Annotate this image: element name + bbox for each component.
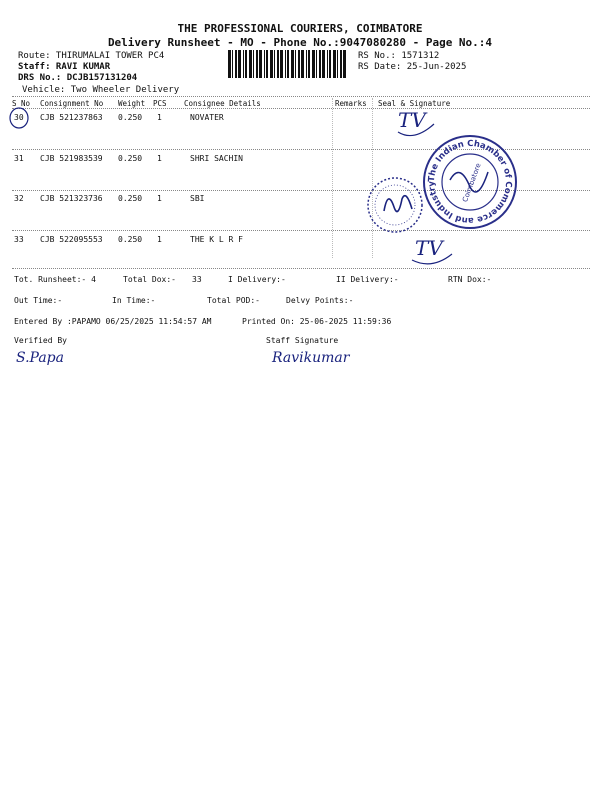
round-seal-icon: [362, 175, 428, 235]
drs-number: DRS No.: DCJB157131204: [18, 73, 138, 83]
row-consignment: CJB 522095553: [40, 235, 103, 244]
delvy-points-label: Delvy Points:-: [286, 296, 354, 305]
col-header-consignment: Consignment No: [40, 99, 104, 108]
barcode-icon: [228, 50, 350, 78]
row-consignee: SBI: [190, 194, 205, 203]
row-consignment: CJB 521237863: [40, 113, 103, 122]
circle-mark-icon: [8, 106, 30, 130]
col-header-consignee: Consignee Details: [184, 99, 261, 108]
row-weight: 0.250: [118, 113, 143, 122]
row-consignee: THE K L R F: [190, 235, 243, 244]
chamber-stamp-icon: [420, 132, 520, 232]
row-weight: 0.250: [118, 154, 143, 163]
col-header-remarks: Remarks: [335, 99, 367, 108]
total-pod-label: Total POD:-: [207, 296, 260, 305]
row-consignee: NOVATER: [190, 113, 224, 122]
totals-divider: [12, 268, 590, 269]
ii-delivery-label: II Delivery:-: [336, 275, 399, 284]
remarks-column-divider: [332, 98, 333, 258]
row-consignment: CJB 521983539: [40, 154, 103, 163]
entered-by: Entered By :PAPAMO 06/25/2025 11:54:57 AM: [14, 317, 212, 326]
staff-label: Staff: RAVI KUMAR: [18, 62, 111, 72]
row-consignee: SHRI SACHIN: [190, 154, 243, 163]
row-sno: 30: [14, 113, 24, 122]
header-bottom-divider: [12, 108, 590, 109]
verified-by-label: Verified By: [14, 336, 67, 345]
row-sno: 32: [14, 194, 24, 203]
row-pcs: 1: [157, 194, 162, 203]
printed-on: Printed On: 25-06-2025 11:59:36: [242, 317, 392, 326]
row-pcs: 1: [157, 113, 162, 122]
rs-number: RS No.: 1571312: [358, 51, 440, 61]
col-header-pcs: PCS: [153, 99, 167, 108]
staff-signature: Ravikumar: [272, 350, 350, 366]
stamp-center-text: Coimbatore: [461, 162, 483, 204]
rtn-dox-label: RTN Dox:-: [448, 275, 492, 284]
staff-signature-label: Staff Signature: [266, 336, 339, 345]
vehicle-label: Vehicle: Two Wheeler Delivery: [22, 85, 180, 95]
col-header-sno: S No: [12, 99, 31, 108]
total-runsheet: Tot. Runsheet:- 4: [14, 275, 96, 284]
row-weight: 0.250: [118, 194, 143, 203]
verified-signature: S.Papa: [16, 350, 64, 366]
company-title: THE PROFESSIONAL COURIERS, COIMBATORE: [177, 22, 423, 35]
row-sno: 33: [14, 235, 24, 244]
row-sno: 31: [14, 154, 24, 163]
row33-signature: TV: [415, 236, 443, 260]
route-label: Route: THIRUMALAI TOWER PC4: [18, 51, 165, 61]
row-consignment: CJB 521323736: [40, 194, 103, 203]
row30-signature: TV: [398, 108, 426, 132]
row-weight: 0.250: [118, 235, 143, 244]
col-header-weight: Weight: [118, 99, 146, 108]
in-time-label: In Time:-: [112, 296, 156, 305]
i-delivery-label: I Delivery:-: [228, 275, 286, 284]
row-pcs: 1: [157, 235, 162, 244]
runsheet-subtitle: Delivery Runsheet - MO - Phone No.:9047080280 - Page No.:4: [107, 36, 493, 49]
row-pcs: 1: [157, 154, 162, 163]
total-dox-label: Total Dox:-: [123, 275, 176, 284]
rs-date: RS Date: 25-Jun-2025: [358, 62, 467, 72]
total-dox-value: 33: [192, 275, 202, 284]
col-header-seal: Seal & Signature: [378, 99, 451, 108]
stamp-ring-text: The Indian Chamber of Commerce and Industry: [426, 138, 514, 226]
header-top-divider: [12, 96, 590, 97]
out-time-label: Out Time:-: [14, 296, 63, 305]
